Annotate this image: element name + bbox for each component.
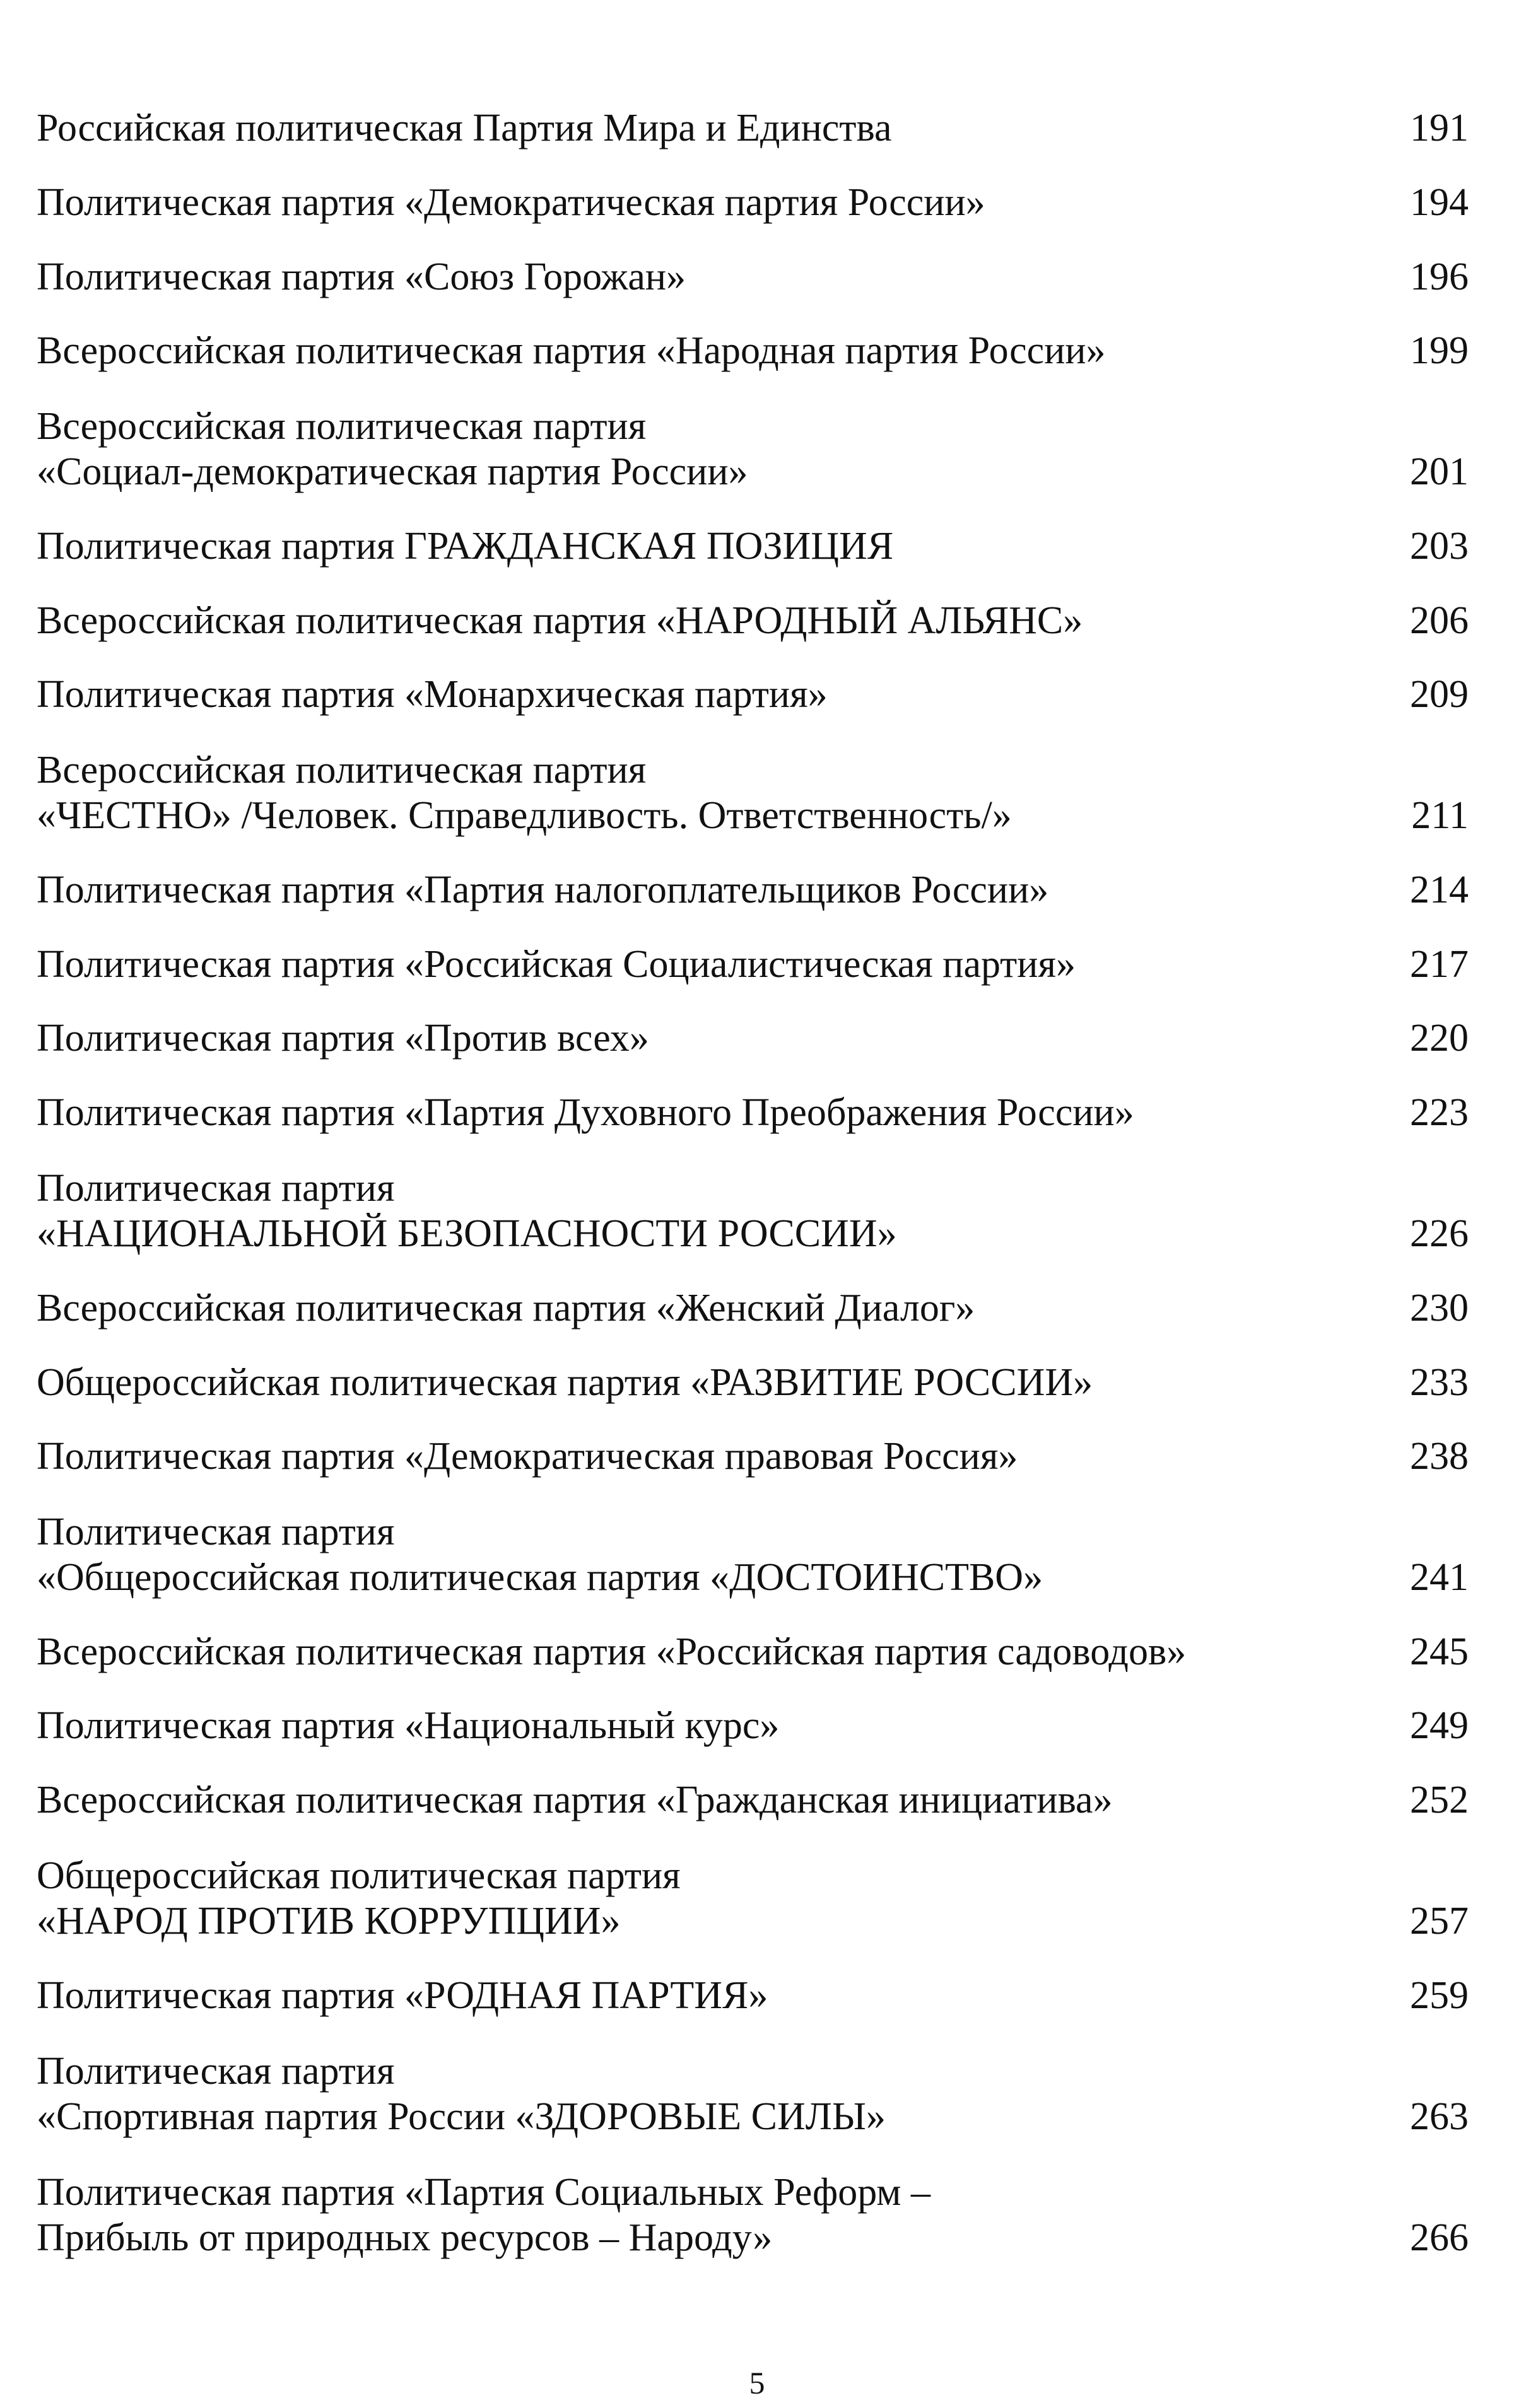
toc-entry-title-line: Политическая партия «Демократическая правовая Россия»: [37, 1435, 1018, 1478]
toc-entry-title: [37, 404, 748, 494]
toc-entry-title-line: «НАЦИОНАЛЬНОЙ БЕЗОПАСНОСТИ РОССИИ»: [37, 1212, 897, 1255]
toc-entry-title: [37, 1285, 975, 1331]
toc-entry-title: [37, 942, 1076, 987]
toc-entry-page: 203: [1410, 525, 1469, 568]
toc-entry-title-line: Всероссийская политическая партия «Гражданская инициатива»: [37, 1779, 1113, 1821]
toc-entry-title-line: Политическая партия «РОДНАЯ ПАРТИЯ»: [37, 1974, 768, 2017]
toc-entry-title: [37, 105, 892, 151]
toc-entry: [37, 1703, 1469, 1748]
toc-entry: [37, 1015, 1469, 1061]
toc-entry-page: 249: [1410, 1704, 1469, 1747]
toc-entry: [37, 747, 1469, 838]
toc-entry-title-line: Политическая партия: [37, 1167, 395, 1210]
toc-entry-title: [37, 1434, 1018, 1479]
toc-entry-title: [37, 1360, 1093, 1405]
toc-entry-title-line: Политическая партия: [37, 2050, 395, 2093]
toc-entry: [37, 2170, 1469, 2260]
toc-entry: [37, 2049, 1469, 2139]
toc-entry: [37, 404, 1469, 494]
toc-entry-title-line: Политическая партия «Партия Социальных Реформ –: [37, 2171, 931, 2214]
toc-entry-title: [37, 180, 985, 225]
toc-entry: [37, 867, 1469, 913]
toc-entry-page: 196: [1410, 255, 1469, 298]
toc-entry: [37, 523, 1469, 569]
toc-entry-page: 211: [1411, 794, 1469, 837]
toc-entry-title-line: Общероссийская политическая партия: [37, 1854, 681, 1897]
toc-entry: [37, 254, 1469, 300]
toc-entry-title-line: Политическая партия «Демократическая партия России»: [37, 181, 985, 224]
toc-entry-page: 220: [1410, 1017, 1469, 1060]
toc-entry-page: 217: [1410, 943, 1469, 986]
toc-entry: [37, 672, 1469, 717]
toc-entry-title: [37, 1015, 649, 1061]
toc-entry-page: 266: [1410, 2216, 1469, 2259]
toc-entry-page: 233: [1410, 1361, 1469, 1404]
toc-entry-title-line: Всероссийская политическая партия: [37, 749, 647, 792]
toc-entry-title: [37, 2170, 930, 2260]
toc-entry: [37, 1777, 1469, 1823]
toc-entry-title: [37, 2049, 886, 2139]
toc-entry-title-line: Политическая партия «Против всех»: [37, 1017, 649, 1060]
toc-entry-title: [37, 672, 828, 717]
toc-entry: [37, 1166, 1469, 1256]
toc-entry-title-line: Политическая партия: [37, 1511, 395, 1553]
toc-entry-page: 230: [1410, 1287, 1469, 1330]
toc-entry: [37, 328, 1469, 373]
toc-entry: [37, 1973, 1469, 2018]
toc-entry-title: [37, 1509, 1043, 1600]
toc-entry-title: [37, 1703, 779, 1748]
toc-entry: [37, 1434, 1469, 1479]
toc-entry: [37, 1090, 1469, 1135]
toc-entry-page: 201: [1410, 450, 1469, 493]
toc-entry-page: 259: [1410, 1974, 1469, 2017]
toc-entry-title: [37, 523, 893, 569]
toc-entry-page: 252: [1410, 1779, 1469, 1821]
toc-entry: [37, 180, 1469, 225]
toc-entry: [37, 1360, 1469, 1405]
toc-entry-page: 223: [1410, 1091, 1469, 1134]
toc-entry-title-line: Российская политическая Партия Мира и Единства: [37, 107, 892, 149]
toc-entry-title-line: Общероссийская политическая партия «РАЗВИТИЕ РОССИИ»: [37, 1361, 1093, 1404]
toc-entry-title: [37, 1853, 681, 1944]
toc-entry-title-line: Политическая партия «Российская Социалистическая партия»: [37, 943, 1076, 986]
toc-entry-title-line: Политическая партия «Партия Духовного Преображения России»: [37, 1091, 1134, 1134]
toc-entry-page: 191: [1410, 107, 1469, 149]
toc-entry: [37, 942, 1469, 987]
toc-entry-page: 226: [1410, 1212, 1469, 1255]
toc-entry-title: [37, 1090, 1134, 1135]
toc-entry-title-line: «ЧЕСТНО» /Человек. Справедливость. Ответственность/»: [37, 794, 1012, 837]
toc-entry-page: 257: [1410, 1900, 1469, 1943]
toc-entry-page: 206: [1410, 599, 1469, 642]
toc-entry-title-line: Политическая партия «Союз Горожан»: [37, 255, 686, 298]
toc-entry-page: 209: [1410, 673, 1469, 716]
toc-entry-page: 214: [1410, 868, 1469, 911]
toc-entry-title-line: Всероссийская политическая партия: [37, 405, 647, 448]
toc-entry-title: [37, 867, 1048, 913]
toc-entry-page: 241: [1410, 1556, 1469, 1599]
toc-entry-title-line: Политическая партия «Монархическая партия»: [37, 673, 828, 716]
toc-entry-title: [37, 328, 1106, 373]
toc-entry-title-line: Политическая партия ГРАЖДАНСКАЯ ПОЗИЦИЯ: [37, 525, 894, 568]
toc-entry-title: [37, 1973, 768, 2018]
toc-entry-title-line: Политическая партия «Партия налогоплательщиков России»: [37, 868, 1049, 911]
toc-entry-page: 245: [1410, 1630, 1469, 1673]
toc-entry-title: [37, 747, 1012, 838]
toc-entry-title: [37, 1166, 897, 1256]
toc-entry-title-line: «Спортивная партия России «ЗДОРОВЫЕ СИЛЫ»: [37, 2095, 886, 2138]
toc-entry-page: 263: [1410, 2095, 1469, 2138]
toc-entry-title-line: Всероссийская политическая партия «Народная партия России»: [37, 329, 1106, 372]
toc-entry-title: [37, 1629, 1186, 1674]
page-number: 5: [749, 2365, 765, 2400]
toc-entry: [37, 1285, 1469, 1331]
toc-entry-page: 199: [1410, 329, 1469, 372]
toc-entry: [37, 1853, 1469, 1944]
toc-entry-title: [37, 1777, 1113, 1823]
toc-entry: [37, 1629, 1469, 1674]
toc-entry: [37, 598, 1469, 643]
toc-entry: [37, 105, 1469, 151]
toc-entry-title-line: «НАРОД ПРОТИВ КОРРУПЦИИ»: [37, 1900, 621, 1943]
toc-entry-title-line: Прибыль от природных ресурсов – Народу»: [37, 2216, 773, 2259]
toc-entry-title-line: Всероссийская политическая партия «Женский Диалог»: [37, 1287, 975, 1330]
toc-entry-title: [37, 598, 1083, 643]
toc-entry-title-line: Политическая партия «Национальный курс»: [37, 1704, 780, 1747]
toc-entry-title-line: «Общероссийская политическая партия «ДОСТОИНСТВО»: [37, 1556, 1043, 1599]
toc-entry-title: [37, 254, 686, 300]
toc-entry: [37, 1509, 1469, 1600]
toc-entry-title-line: Всероссийская политическая партия «НАРОДНЫЙ АЛЬЯНС»: [37, 599, 1083, 642]
toc-entry-title-line: «Социал-демократическая партия России»: [37, 450, 748, 493]
toc-entry-title-line: Всероссийская политическая партия «Российская партия садоводов»: [37, 1630, 1187, 1673]
toc-entry-page: 238: [1410, 1435, 1469, 1478]
toc-entry-page: 194: [1410, 181, 1469, 224]
